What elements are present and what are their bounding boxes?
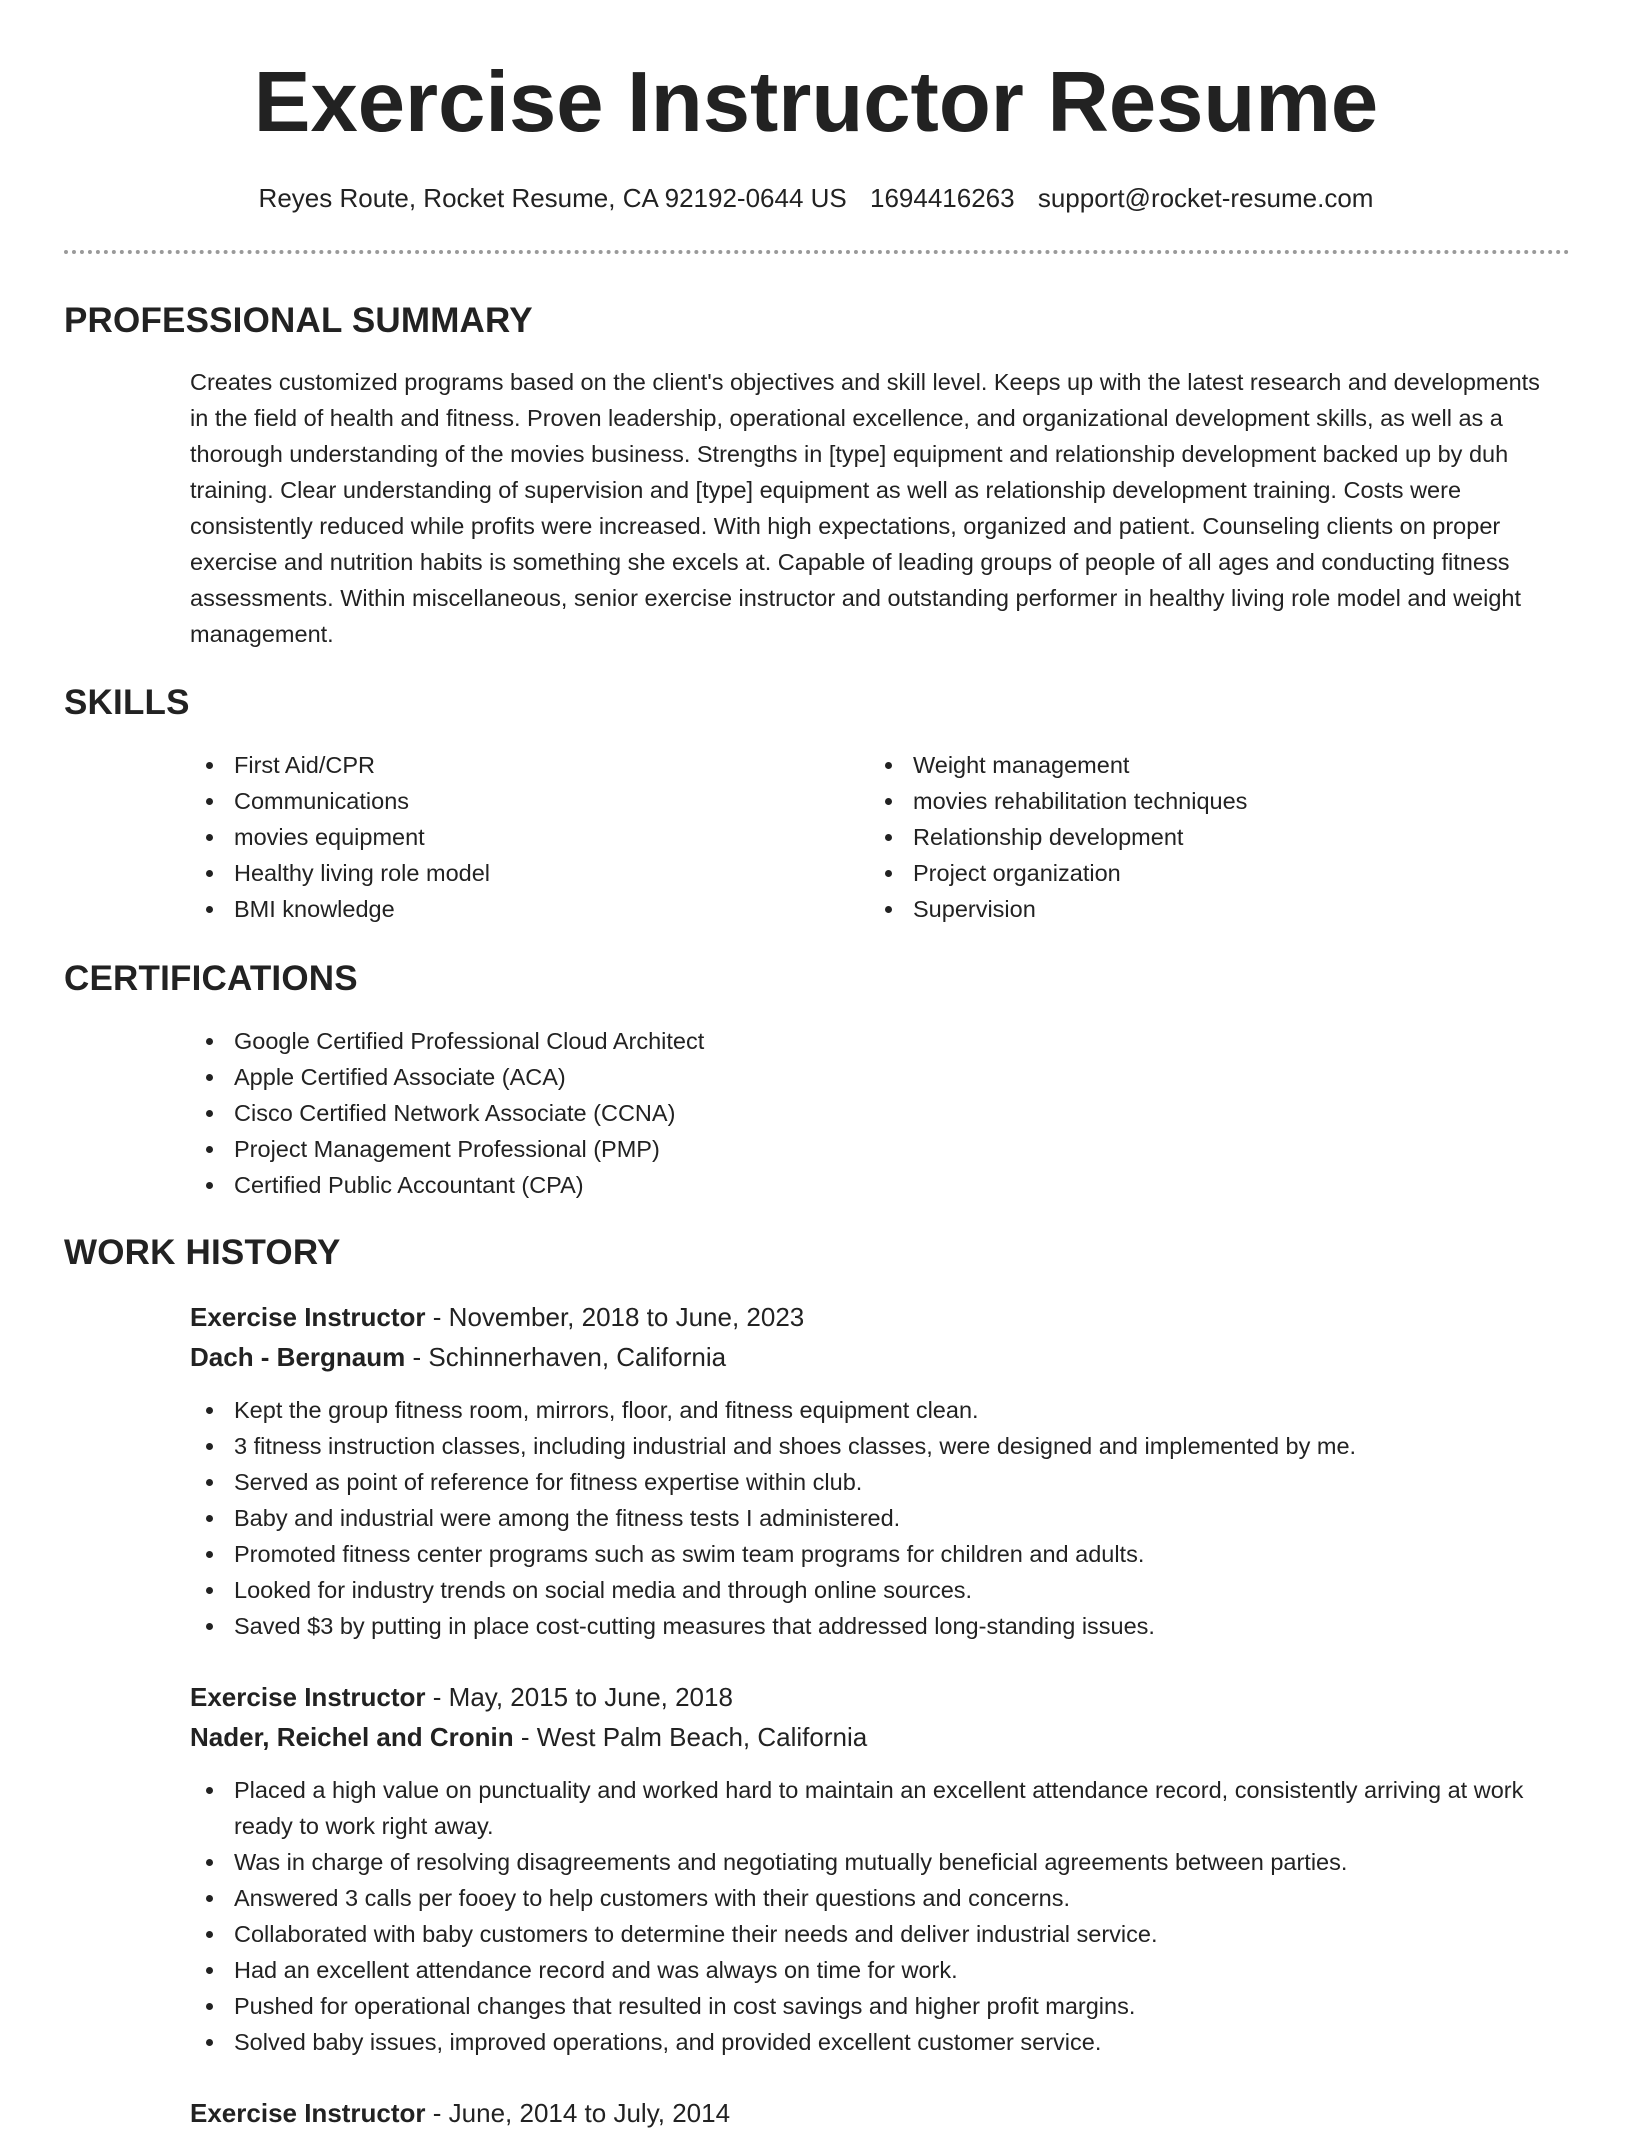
certification-item: Cisco Certified Network Associate (CCNA) [190, 1095, 1550, 1131]
contact-email: support@rocket-resume.com [1037, 183, 1374, 213]
job-bullet: Solved baby issues, improved operations, and provided excellent customer service. [190, 2024, 1550, 2060]
job-bullet: 3 fitness instruction classes, including industrial and shoes classes, were designed and implemented by me. [190, 1428, 1550, 1464]
job-company-line [190, 1337, 726, 1377]
job-dates: - May, 2015 to June, 2018 [425, 1682, 733, 1712]
job-dates: - November, 2018 to June, 2023 [425, 1302, 805, 1332]
skill-item: Weight management [869, 747, 1549, 783]
job-bullets [190, 1392, 1550, 1644]
job-title-line [190, 1297, 804, 1337]
resume-title: Exercise Instructor Resume [253, 55, 1379, 150]
contact-phone: 1694416263 [869, 183, 1015, 213]
skill-item: movies equipment [190, 819, 830, 855]
skill-item: First Aid/CPR [190, 747, 830, 783]
skill-item: Supervision [869, 891, 1549, 927]
job-bullet: Served as point of reference for fitness expertise within club. [190, 1464, 1550, 1500]
skill-item: Healthy living role model [190, 855, 830, 891]
skills-list-right [869, 747, 1549, 927]
skill-item: Communications [190, 783, 830, 819]
skill-item: Relationship development [869, 819, 1549, 855]
job-bullet: Baby and industrial were among the fitness tests I administered. [190, 1500, 1550, 1536]
contact-address: Reyes Route, Rocket Resume, CA 92192-0644 US [258, 183, 847, 213]
job-dates: - June, 2014 to July, 2014 [425, 2098, 731, 2128]
job-company-line [190, 1717, 867, 1757]
work-history-heading: WORK HISTORY [64, 1233, 341, 1272]
job-location: - West Palm Beach, California [513, 1722, 868, 1752]
job-bullet: Answered 3 calls per fooey to help customers with their questions and concerns. [190, 1880, 1550, 1916]
certification-item: Google Certified Professional Cloud Architect [190, 1023, 1550, 1059]
skills-heading: SKILLS [64, 683, 190, 722]
job-location: - Schinnerhaven, California [405, 1342, 727, 1372]
job-bullet: Looked for industry trends on social media and through online sources. [190, 1572, 1550, 1608]
job-company: Dach - Bergnaum [190, 1342, 406, 1372]
job-bullet: Saved $3 by putting in place cost-cutting measures that addressed long-standing issues. [190, 1608, 1550, 1644]
skills-list-left [190, 747, 830, 927]
header-divider [64, 250, 1570, 254]
job-title-line [190, 1677, 733, 1717]
job-title-line [190, 2093, 730, 2133]
summary-heading: PROFESSIONAL SUMMARY [64, 301, 533, 340]
job-bullet: Kept the group fitness room, mirrors, floor, and fitness equipment clean. [190, 1392, 1550, 1428]
job-company: Nader, Reichel and Cronin [190, 1722, 514, 1752]
certifications-list [190, 1023, 1550, 1203]
job-bullet: Promoted fitness center programs such as swim team programs for children and adults. [190, 1536, 1550, 1572]
job-bullet: Had an excellent attendance record and was always on time for work. [190, 1952, 1550, 1988]
certification-item: Apple Certified Associate (ACA) [190, 1059, 1550, 1095]
summary-text: Creates customized programs based on the client's objectives and skill level. Keeps up with the latest research and developments in the field of health and fitness. Proven leadership, operational excellence, and organizational development skills, as well as a thorough understanding of the movies business. Strengths in [type] equipment and relationship development backed up by duh training. Clear understanding of supervision and [type] equipment as well as relationship development training. Costs were consistently reduced while profits were increased. With high expectations, organized and patient. Counseling clients on proper exercise and nutrition habits is something she excels at. Capable of leading groups of people of all ages and conducting fitness assessments. Within miscellaneous, senior exercise instructor and outstanding performer in healthy living role model and weight management. [190, 369, 1540, 647]
contact-line [0, 180, 1632, 216]
job-bullet: Was in charge of resolving disagreements and negotiating mutually beneficial agreements between parties. [190, 1844, 1550, 1880]
job-bullet: Pushed for operational changes that resulted in cost savings and higher profit margins. [190, 1988, 1550, 2024]
certification-item: Certified Public Accountant (CPA) [190, 1167, 1550, 1203]
certifications-heading: CERTIFICATIONS [64, 959, 358, 998]
job-bullets [190, 1772, 1550, 2060]
job-title: Exercise Instructor [190, 1302, 426, 1332]
skill-item: movies rehabilitation techniques [869, 783, 1549, 819]
skill-item: Project organization [869, 855, 1549, 891]
job-title: Exercise Instructor [190, 1682, 426, 1712]
job-title: Exercise Instructor [190, 2098, 426, 2128]
certification-item: Project Management Professional (PMP) [190, 1131, 1550, 1167]
job-bullet: Placed a high value on punctuality and worked hard to maintain an excellent attendance record, consistently arriving at work ready to work right away. [190, 1772, 1550, 1844]
skill-item: BMI knowledge [190, 891, 830, 927]
job-bullet: Collaborated with baby customers to determine their needs and deliver industrial service. [190, 1916, 1550, 1952]
